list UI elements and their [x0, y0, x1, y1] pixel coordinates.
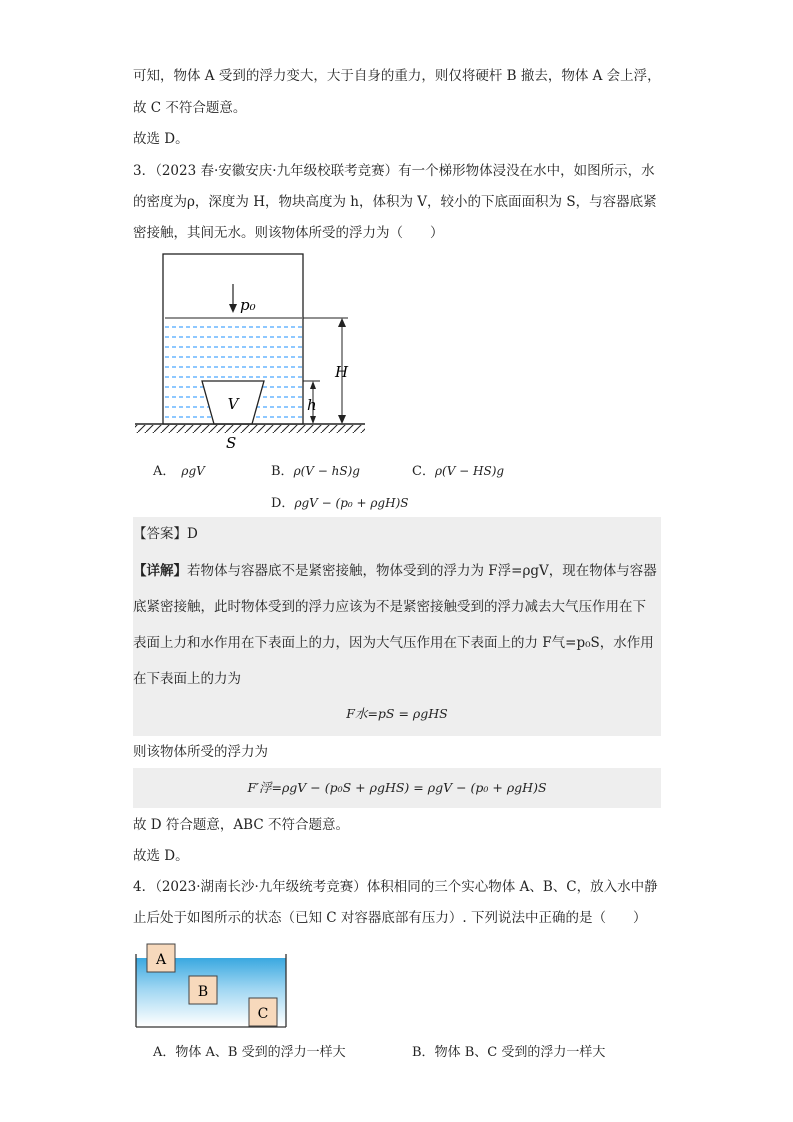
label-h: h: [307, 396, 317, 414]
block-a-label: A: [155, 952, 167, 968]
q3-formula-2: F′浮=ρgV − (p₀S + ρgHS) = ρgV − (p₀ + ρgH)S: [247, 780, 547, 795]
q3-option-a: A． ρgV: [153, 464, 205, 479]
q3-option-b: B．ρ(V − hS)g: [271, 464, 360, 479]
q3-stem-line-2: 的密度为ρ，深度为 H，物块高度为 h，体积为 V，较小的下底面面积为 S，与容器底紧: [133, 194, 657, 210]
q3-detail-line-1: 【详解】若物体与容器底不是紧密接触，物体受到的浮力为 F浮=ρgV，现在物体与容器: [133, 563, 657, 579]
q3-detail-line-5: 则该物体所受的浮力为: [133, 744, 268, 760]
intro-line-2: 故 C 不符合题意。: [133, 100, 247, 116]
label-S: S: [226, 434, 237, 452]
q3-detail-line-2: 底紧密接触，此时物体受到的浮力应该为不是紧密接触受到的浮力减去大气压作用在下: [133, 599, 646, 615]
q3-stem-line-1: 3．（2023 春·安徽安庆·九年级校联考竞赛）有一个梯形物体浸没在水中，如图所示，水: [133, 163, 655, 179]
q3-answer: 【答案】D: [133, 526, 198, 542]
intro-line-3: 故选 D。: [133, 131, 189, 147]
q3-detail-line-6: 故 D 符合题意，ABC 不符合题意。: [133, 817, 349, 833]
q4-stem-line-2: 止后处于如图所示的状态（已知 C 对容器底部有压力）. 下列说法中正确的是（ ）: [133, 910, 647, 926]
label-p0: p₀: [240, 296, 256, 314]
block-b-label: B: [197, 984, 209, 1000]
q3-detail-line-4: 在下表面上的力为: [133, 671, 241, 687]
q3-formula-1: F水=pS = ρgHS: [346, 706, 448, 721]
q3-figure: [130, 248, 380, 453]
label-H: H: [335, 363, 349, 381]
block-c-label: C: [257, 1006, 269, 1022]
q4-option-a: A．物体 A、B 受到的浮力一样大: [153, 1045, 346, 1060]
q3-option-c: C．ρ(V − HS)g: [412, 464, 505, 479]
q3-detail-line-3: 表面上力和水作用在下表面上的力，因为大气压作用在下表面上的力 F气=p₀S，水作用: [133, 635, 654, 651]
label-V: V: [227, 395, 239, 413]
detail-tag: 【详解】: [133, 563, 187, 579]
q4-stem-line-1: 4．（2023·湖南长沙·九年级统考竞赛）体积相同的三个实心物体 A、B、C，放入水中静: [133, 879, 658, 895]
q4-option-b: B．物体 B、C 受到的浮力一样大: [412, 1045, 606, 1060]
q3-detail-line-7: 故选 D。: [133, 848, 189, 864]
intro-line-1: 可知，物体 A 受到的浮力变大，大于自身的重力，则仅将硬杆 B 撤去，物体 A 会上浮，: [133, 68, 661, 84]
q3-option-d: D．ρgV − (p₀ + ρgH)S: [271, 496, 409, 511]
q4-figure: [132, 940, 292, 1032]
q3-stem-line-3: 密接触，其间无水。则该物体所受的浮力为（ ）: [133, 225, 444, 241]
